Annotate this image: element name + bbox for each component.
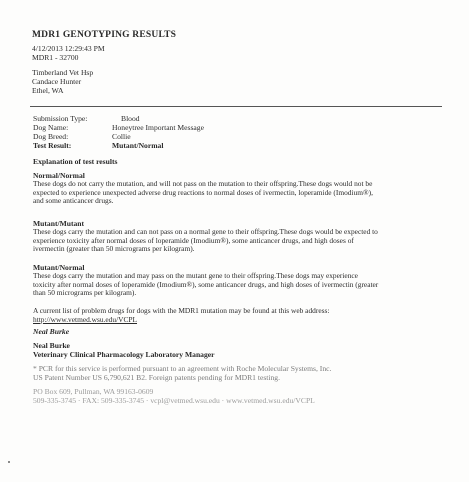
explanation-heading: Explanation of test results <box>33 157 118 166</box>
section-text-mutant-normal <box>33 272 443 298</box>
case-id: MDR1 - 32700 <box>32 53 79 62</box>
section-text-normal-normal <box>33 180 443 206</box>
drug-list-text: A current list of problem drugs for dogs with the MDR1 mutation may be found at this web address: <box>33 306 330 315</box>
section-line: toxicity after normal doses of loperamide (Imodium®), some anticancer drugs, and high doses of ivermectin (greater <box>33 279 379 289</box>
section-text-mutant-mutant <box>33 228 443 254</box>
drug-list-note <box>33 307 443 324</box>
clinic-location: Ethel, WA <box>32 86 64 95</box>
section-title-mutant-normal: Mutant/Normal <box>33 263 85 272</box>
section-line: These dogs carry the mutation and may pass on the mutant gene to their offspring.These dogs may experience <box>33 271 358 280</box>
clinic-name: Timberland Vet Hsp <box>32 68 94 77</box>
lab-address-line2: 509-335-3745 · FAX: 509-335-3745 · vcpl@vetmed.wsu.edu · www.vetmed.wsu.edu/VCPL <box>33 396 315 405</box>
test-result-value: Mutant/Normal <box>112 141 164 150</box>
dog-breed-label: Dog Breed: <box>33 132 69 141</box>
lab-address-line1: PO Box 609, Pullman, WA 99163-0609 <box>33 387 154 396</box>
dog-breed-value: Collie <box>112 132 131 141</box>
section-line: expected to experience unexpected adverse drug reactions to normal doses of ivermectin, loperamide (Imodium®), <box>33 187 373 197</box>
contact-name: Candace Hunter <box>32 77 82 86</box>
submission-type-value: Blood <box>121 114 140 123</box>
signer-title: Veterinary Clinical Pharmacology Laboratory Manager <box>33 350 215 359</box>
test-result-label: Test Result: <box>33 141 72 150</box>
dog-name-value: Honeytree Important Message <box>112 123 204 132</box>
section-line: than 50 micrograms per kilogram). <box>33 288 137 298</box>
separator-line <box>30 106 442 107</box>
signer-name: Neal Burke <box>33 341 70 350</box>
section-title-normal-normal: Normal/Normal <box>33 171 85 180</box>
section-line: and some anticancer drugs. <box>33 196 114 206</box>
section-line: ivermectin (greater than 50 micrograms per kilogram). <box>33 244 195 254</box>
drug-list-url[interactable]: http://www.vetmed.wsu.edu/VCPL <box>33 314 138 324</box>
report-datetime: 4/12/2013 12:29:43 PM <box>32 44 105 53</box>
section-line: These dogs do not carry the mutation, and will not pass on the mutation to their offspring.These dogs would not be <box>33 179 373 188</box>
patent-note-line1: * PCR for this service is performed pursuant to an agreement with Roche Molecular Systems, Inc. <box>33 364 332 373</box>
dog-name-label: Dog Name: <box>33 123 69 132</box>
report-title: MDR1 GENOTYPING RESULTS <box>32 30 177 40</box>
patent-note-line2: US Patent Number US 6,790,621 B2. Foreign patents pending for MDR1 testing. <box>33 373 280 382</box>
section-title-mutant-mutant: Mutant/Mutant <box>33 219 85 228</box>
section-line: experience toxicity after normal doses of loperamide (Imodium®), some anticancer drugs, and high doses of <box>33 235 354 245</box>
handwritten-signature: Neal Burke <box>33 327 70 336</box>
section-line: These dogs carry the mutation and can not pass on a normal gene to their offspring.These dogs would be expected to <box>33 227 378 236</box>
scan-speck <box>8 461 10 463</box>
submission-type-label: Submission Type: <box>33 114 88 123</box>
